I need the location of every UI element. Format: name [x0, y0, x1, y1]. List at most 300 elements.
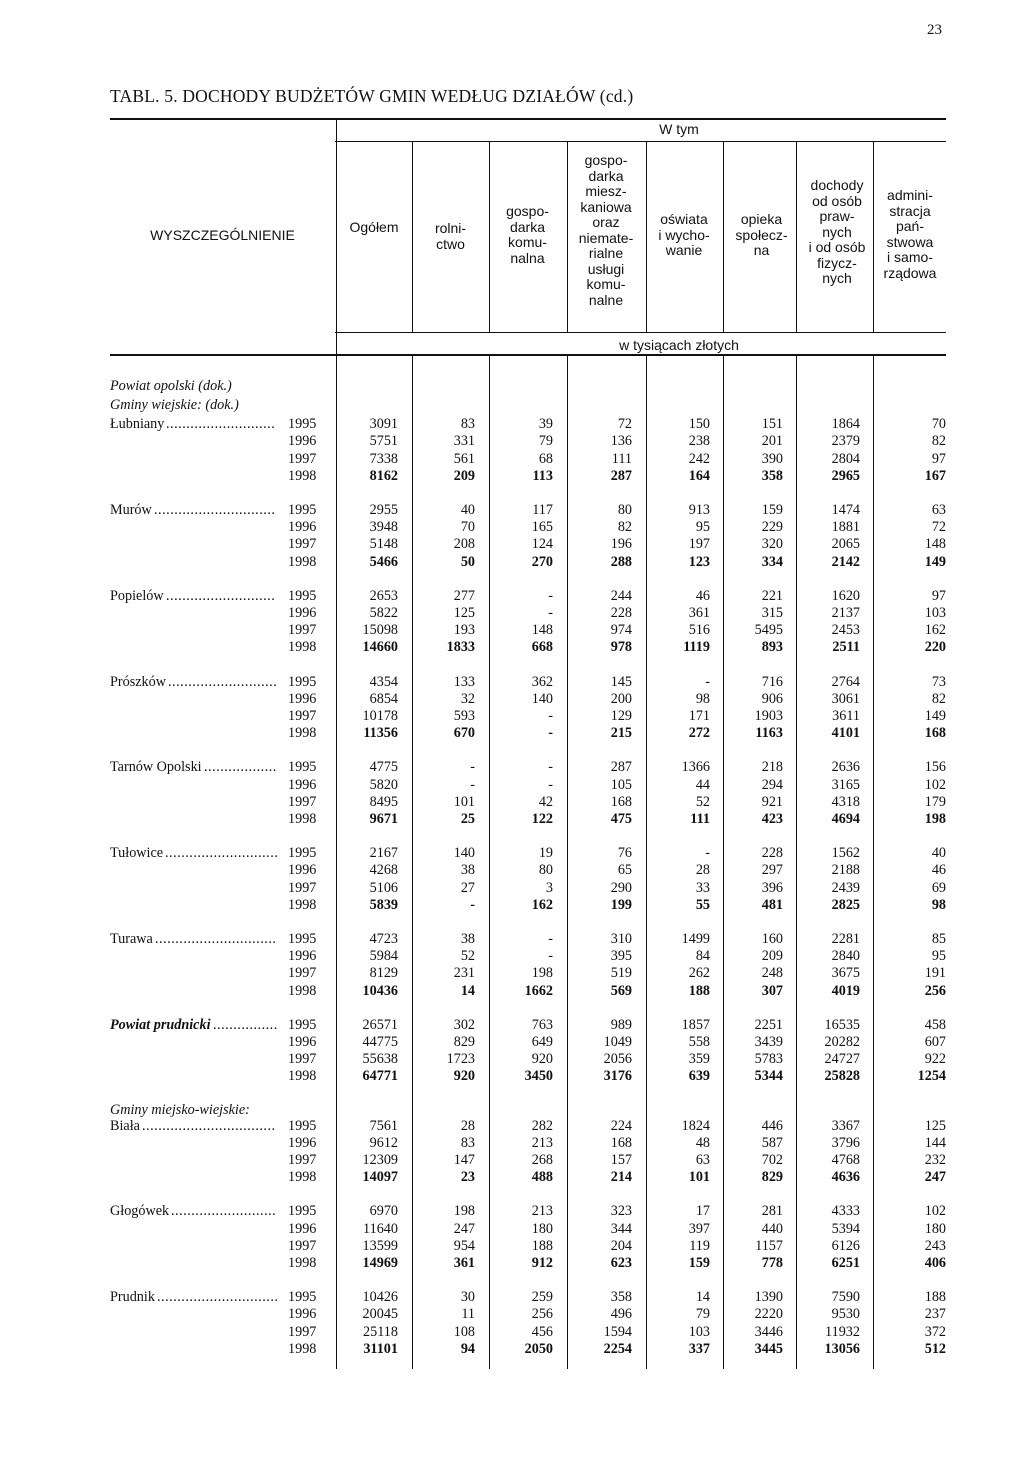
value-cell: 30 [460, 1289, 475, 1306]
table-row [110, 844, 946, 863]
value-cell: 20282 [824, 1034, 860, 1050]
value-cell: 2965 [831, 467, 860, 484]
value-cell: 1474 [831, 502, 860, 518]
value-cell: 989 [610, 1016, 632, 1033]
year-cell: 1997 [288, 1051, 317, 1068]
value-cell: 256 [531, 1306, 553, 1323]
value-cell: 160 [761, 931, 783, 947]
table-row [110, 1323, 946, 1342]
value-cell: 79 [538, 433, 553, 450]
col-header-dochody: dochody od osób praw- nych i od osób fizycz- nych [808, 177, 866, 286]
table-row [110, 1134, 946, 1153]
value-cell: 778 [761, 1255, 783, 1271]
table-row [110, 982, 946, 1001]
value-cell: 247 [924, 1169, 946, 1186]
value-cell: 9530 [831, 1306, 860, 1323]
value-cell: 244 [610, 587, 632, 604]
value-cell: 70 [931, 416, 946, 433]
value-cell: 5466 [369, 553, 398, 570]
value-cell: - [548, 776, 553, 793]
value-cell: 76 [617, 845, 632, 862]
table-row [110, 1237, 946, 1256]
value-cell: 287 [610, 759, 632, 776]
year-cell: 1995 [288, 1289, 317, 1306]
year-cell: 1997 [288, 708, 317, 724]
value-cell: 25 [460, 811, 475, 827]
value-cell: 396 [761, 879, 783, 896]
value-cell: 188 [531, 1237, 553, 1254]
value-cell: 5148 [369, 536, 398, 553]
value-cell: 94 [460, 1340, 475, 1357]
value-cell: 519 [610, 965, 632, 982]
value-cell: 1903 [754, 708, 783, 724]
value-cell: 1366 [681, 759, 710, 776]
value-cell: 125 [453, 605, 475, 621]
table-row [110, 1050, 946, 1069]
value-cell: 456 [531, 1323, 553, 1340]
value-cell: 6126 [831, 1237, 860, 1254]
value-cell: 188 [924, 1289, 946, 1306]
value-cell: 458 [924, 1016, 946, 1033]
value-cell: 361 [453, 1255, 475, 1271]
value-cell: 978 [610, 639, 632, 656]
value-cell: 191 [924, 965, 946, 982]
value-cell: 307 [761, 982, 783, 999]
value-cell: 14969 [362, 1255, 398, 1271]
leader-dots: ........................... [166, 587, 276, 604]
value-cell: 2653 [369, 587, 398, 604]
col-header-oswiata: oświata i wycho- wanie [658, 211, 710, 258]
year-cell: 1997 [288, 879, 317, 896]
value-cell: 84 [695, 948, 710, 965]
value-cell: 475 [610, 811, 632, 827]
value-cell: 287 [610, 467, 632, 484]
value-cell: 1881 [831, 519, 860, 536]
value-cell: 320 [761, 536, 783, 553]
value-cell: 7338 [369, 450, 398, 467]
value-cell: 5106 [369, 879, 398, 896]
table-row [110, 930, 946, 949]
value-cell: 124 [531, 536, 553, 553]
value-cell: 97 [931, 450, 946, 467]
year-cell: 1998 [288, 553, 317, 570]
value-cell: 2188 [831, 862, 860, 879]
value-cell: 5822 [369, 605, 398, 621]
value-cell: 1157 [755, 1237, 783, 1254]
value-cell: 913 [688, 502, 710, 518]
value-cell: 13056 [824, 1340, 860, 1357]
value-cell: 4101 [831, 725, 860, 742]
value-cell: 150 [688, 416, 710, 433]
value-cell: 481 [761, 896, 783, 913]
value-cell: 83 [460, 1134, 475, 1151]
value-cell: 63 [931, 502, 946, 518]
year-cell: 1996 [288, 433, 317, 450]
header-top-rule [110, 118, 946, 120]
table-row [110, 1033, 946, 1052]
value-cell: 2220 [754, 1306, 783, 1323]
value-cell: 607 [924, 1034, 946, 1050]
value-cell: 10436 [362, 982, 398, 999]
table-row [110, 553, 946, 572]
value-cell: 4636 [831, 1169, 860, 1186]
units-rule [335, 332, 946, 333]
value-cell: 237 [924, 1306, 946, 1323]
wtym-header: W tym [659, 121, 699, 137]
year-cell: 1995 [288, 502, 317, 518]
value-cell: 8129 [369, 965, 398, 982]
year-cell: 1995 [288, 759, 317, 776]
value-cell: 8162 [369, 467, 398, 484]
value-cell: 196 [610, 536, 632, 553]
value-cell: 3439 [754, 1034, 783, 1050]
table-row [110, 1016, 946, 1035]
value-cell: 7561 [369, 1117, 398, 1134]
value-cell: 162 [531, 896, 553, 913]
leader-dots: .............................. [157, 1289, 279, 1306]
table-row [110, 896, 946, 915]
value-cell: 3165 [831, 776, 860, 793]
value-cell: 1254 [917, 1068, 946, 1085]
header-column-divider [412, 141, 413, 332]
row-label: Głogówek [110, 1203, 170, 1220]
value-cell: 72 [617, 416, 632, 433]
value-cell: 3446 [754, 1323, 783, 1340]
table-row [110, 1305, 946, 1324]
value-cell: 5783 [754, 1051, 783, 1068]
value-cell: 157 [610, 1152, 632, 1168]
table-row [110, 415, 946, 434]
table-row [110, 432, 946, 451]
year-cell: 1998 [288, 1340, 317, 1357]
year-cell: 1995 [288, 1016, 317, 1033]
value-cell: 397 [688, 1220, 710, 1237]
leader-dots: .................. [204, 759, 277, 776]
table-header [110, 118, 946, 356]
value-cell: - [548, 725, 553, 742]
row-label: Murów [110, 502, 152, 518]
table-row [110, 964, 946, 983]
value-cell: 136 [610, 433, 632, 450]
header-column-divider [646, 141, 647, 332]
value-cell: 561 [453, 450, 475, 467]
value-cell: 101 [453, 793, 475, 810]
value-cell: 198 [531, 965, 553, 982]
value-cell: 4354 [369, 673, 398, 690]
table-row [110, 947, 946, 966]
value-cell: 108 [453, 1323, 475, 1340]
value-cell: 188 [688, 982, 710, 999]
value-cell: 294 [761, 776, 783, 793]
value-cell: 83 [460, 416, 475, 433]
value-cell: 334 [761, 553, 783, 570]
value-cell: - [548, 605, 553, 621]
table-row [110, 810, 946, 829]
value-cell: 763 [531, 1016, 553, 1033]
value-cell: 52 [460, 948, 475, 965]
value-cell: 1119 [683, 639, 710, 656]
value-cell: - [548, 759, 553, 776]
value-cell: 11356 [363, 725, 398, 742]
row-label: Tarnów Opolski [110, 759, 202, 776]
value-cell: - [470, 896, 475, 913]
value-cell: 44775 [362, 1034, 398, 1050]
value-cell: 5394 [831, 1220, 860, 1237]
value-cell: 5495 [754, 622, 783, 639]
value-cell: 1620 [831, 587, 860, 604]
value-cell: 52 [695, 793, 710, 810]
value-cell: 358 [761, 467, 783, 484]
value-cell: 214 [610, 1169, 632, 1186]
value-cell: 229 [761, 519, 783, 536]
value-cell: 25118 [363, 1323, 398, 1340]
wtym-rule [335, 141, 946, 142]
value-cell: 221 [761, 587, 783, 604]
value-cell: 162 [924, 622, 946, 639]
value-cell: 5839 [369, 896, 398, 913]
value-cell: 117 [532, 502, 553, 518]
value-cell: 921 [761, 793, 783, 810]
value-cell: 149 [924, 708, 946, 724]
value-cell: 639 [688, 1068, 710, 1085]
value-cell: - [548, 931, 553, 947]
value-cell: 198 [924, 811, 946, 827]
value-cell: 2137 [831, 605, 860, 621]
value-cell: 111 [690, 811, 710, 827]
value-cell: 2254 [603, 1340, 632, 1357]
value-cell: 144 [924, 1134, 946, 1151]
value-cell: 1390 [754, 1289, 783, 1306]
value-cell: 2379 [831, 433, 860, 450]
value-cell: 113 [532, 467, 553, 484]
table-row [110, 758, 946, 777]
table-row [110, 1151, 946, 1170]
table-row [110, 638, 946, 657]
year-cell: 1996 [288, 948, 317, 965]
value-cell: 6970 [369, 1203, 398, 1220]
year-cell: 1996 [288, 519, 317, 536]
value-cell: 200 [610, 690, 632, 707]
value-cell: 199 [610, 896, 632, 913]
year-cell: 1998 [288, 896, 317, 913]
year-cell: 1995 [288, 845, 317, 862]
header-column-divider [489, 141, 490, 332]
value-cell: 569 [610, 982, 632, 999]
value-cell: 288 [610, 553, 632, 570]
year-cell: 1996 [288, 1134, 317, 1151]
value-cell: 46 [931, 862, 946, 879]
value-cell: 11 [461, 1306, 475, 1323]
value-cell: 168 [610, 793, 632, 810]
value-cell: 73 [931, 673, 946, 690]
year-cell: 1995 [288, 1117, 317, 1134]
table-row [110, 1117, 946, 1136]
value-cell: 362 [531, 673, 553, 690]
table-row [110, 1067, 946, 1086]
value-cell: 912 [531, 1255, 553, 1271]
value-cell: 906 [761, 690, 783, 707]
value-cell: 38 [460, 931, 475, 947]
value-cell: 159 [761, 502, 783, 518]
value-cell: 220 [924, 639, 946, 656]
table-row [110, 724, 946, 743]
year-cell: 1995 [288, 673, 317, 690]
value-cell: 209 [761, 948, 783, 965]
value-cell: 593 [453, 708, 475, 724]
section-heading: Gminy wiejskie: (dok.) [110, 396, 239, 413]
year-cell: 1998 [288, 639, 317, 656]
leader-dots: ................................. [142, 1117, 276, 1134]
value-cell: 4694 [831, 811, 860, 827]
value-cell: 2453 [831, 622, 860, 639]
value-cell: 197 [688, 536, 710, 553]
leader-dots: .......................... [171, 1203, 277, 1220]
value-cell: 17 [695, 1203, 710, 1220]
value-cell: 9612 [369, 1134, 398, 1151]
page-number: 23 [927, 22, 942, 38]
value-cell: 406 [924, 1255, 946, 1271]
value-cell: 232 [924, 1152, 946, 1168]
value-cell: 16535 [824, 1016, 860, 1033]
value-cell: 243 [924, 1237, 946, 1254]
col-header-administracja: admini- stracja pań- stwowa i samo- rządowa [883, 187, 937, 281]
year-cell: 1996 [288, 776, 317, 793]
value-cell: 85 [931, 931, 946, 947]
value-cell: 103 [688, 1323, 710, 1340]
value-cell: 32 [460, 690, 475, 707]
value-cell: 26571 [362, 1016, 398, 1033]
stub-header: WYSZCZEGÓLNIENIE [150, 227, 295, 243]
value-cell: 55 [695, 896, 710, 913]
value-cell: 95 [931, 948, 946, 965]
value-cell: 82 [931, 433, 946, 450]
value-cell: 213 [531, 1134, 553, 1151]
table-row [110, 535, 946, 554]
value-cell: 358 [610, 1289, 632, 1306]
value-cell: 180 [531, 1220, 553, 1237]
value-cell: - [548, 948, 553, 965]
value-cell: 277 [453, 587, 475, 604]
table-row [110, 690, 946, 709]
value-cell: 19 [538, 845, 553, 862]
year-cell: 1996 [288, 690, 317, 707]
value-cell: 516 [688, 622, 710, 639]
value-cell: 8495 [369, 793, 398, 810]
value-cell: 20045 [362, 1306, 398, 1323]
value-cell: 6854 [369, 690, 398, 707]
value-cell: 40 [460, 502, 475, 518]
value-cell: - [470, 776, 475, 793]
value-cell: 79 [695, 1306, 710, 1323]
value-cell: 390 [761, 450, 783, 467]
value-cell: 42 [538, 793, 553, 810]
value-cell: 3796 [831, 1134, 860, 1151]
year-cell: 1997 [288, 965, 317, 982]
value-cell: 164 [688, 467, 710, 484]
table-row [110, 1288, 946, 1307]
year-cell: 1998 [288, 1255, 317, 1271]
value-cell: 228 [761, 845, 783, 862]
value-cell: 829 [761, 1169, 783, 1186]
leader-dots: ........................... [168, 673, 278, 690]
value-cell: 323 [610, 1203, 632, 1220]
value-cell: 101 [688, 1169, 710, 1186]
value-cell: 3450 [524, 1068, 553, 1085]
value-cell: 372 [924, 1323, 946, 1340]
value-cell: 2804 [831, 450, 860, 467]
leader-dots: ........................... [166, 416, 276, 433]
year-cell: 1996 [288, 1306, 317, 1323]
value-cell: 204 [610, 1237, 632, 1254]
value-cell: 111 [611, 450, 632, 467]
value-cell: 228 [610, 605, 632, 621]
value-cell: 123 [688, 553, 710, 570]
value-cell: 974 [610, 622, 632, 639]
value-cell: 2636 [831, 759, 860, 776]
value-cell: 72 [931, 519, 946, 536]
value-cell: 247 [453, 1220, 475, 1237]
value-cell: 23 [460, 1169, 475, 1186]
value-cell: 31101 [363, 1340, 398, 1357]
value-cell: 496 [610, 1306, 632, 1323]
value-cell: 3176 [603, 1068, 632, 1085]
table-row [110, 1168, 946, 1187]
value-cell: 1049 [603, 1034, 632, 1050]
value-cell: - [548, 708, 553, 724]
col-header-rolnictwo: rolni- ctwo [434, 220, 467, 252]
row-label: Powiat prudnicki [110, 1016, 211, 1033]
table-row [110, 518, 946, 537]
table-row [110, 501, 946, 520]
value-cell: 315 [761, 605, 783, 621]
table-row [110, 707, 946, 726]
value-cell: 50 [460, 553, 475, 570]
header-column-divider [723, 141, 724, 332]
value-cell: 2439 [831, 879, 860, 896]
value-cell: 4318 [831, 793, 860, 810]
value-cell: 268 [531, 1152, 553, 1168]
value-cell: 2764 [831, 673, 860, 690]
value-cell: 46 [695, 587, 710, 604]
value-cell: 1499 [681, 931, 710, 947]
row-label: Turawa [110, 931, 153, 947]
table-row [110, 673, 946, 692]
value-cell: 272 [688, 725, 710, 742]
header-column-divider [336, 118, 337, 356]
value-cell: 446 [761, 1117, 783, 1134]
value-cell: 25828 [824, 1068, 860, 1085]
year-cell: 1997 [288, 793, 317, 810]
value-cell: 1864 [831, 416, 860, 433]
value-cell: 140 [453, 845, 475, 862]
row-label: Popielów [110, 587, 164, 604]
value-cell: 129 [610, 708, 632, 724]
value-cell: 5820 [369, 776, 398, 793]
year-cell: 1998 [288, 467, 317, 484]
value-cell: 198 [453, 1203, 475, 1220]
year-cell: 1997 [288, 1237, 317, 1254]
year-cell: 1997 [288, 1323, 317, 1340]
table-row [110, 621, 946, 640]
table-row [110, 1254, 946, 1273]
table-row [110, 776, 946, 795]
year-cell: 1995 [288, 416, 317, 433]
value-cell: 488 [531, 1169, 553, 1186]
value-cell: 218 [761, 759, 783, 776]
value-cell: 238 [688, 433, 710, 450]
value-cell: 242 [688, 450, 710, 467]
value-cell: 97 [931, 587, 946, 604]
